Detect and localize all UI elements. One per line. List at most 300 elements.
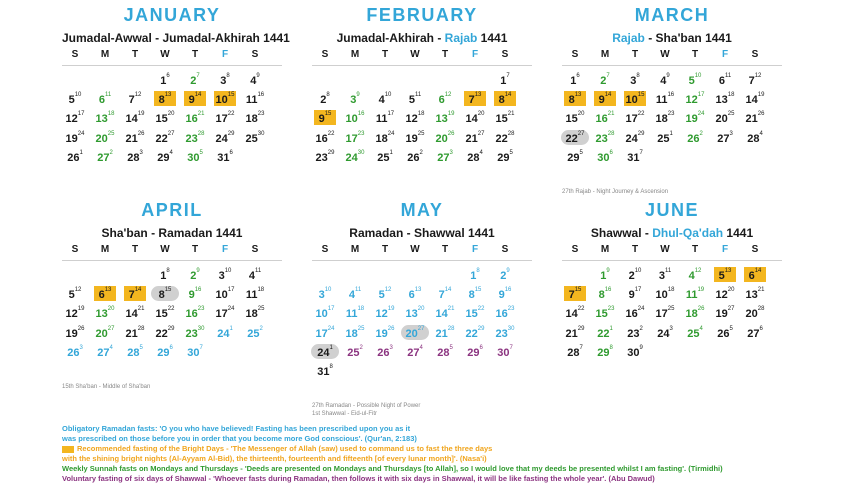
gregorian-date: 8 — [158, 289, 165, 302]
gregorian-date: 9 — [188, 289, 195, 302]
month-march — [562, 4, 782, 195]
day-cell — [494, 110, 516, 125]
hijri-date: 14 — [444, 287, 452, 294]
day-cell — [464, 130, 486, 145]
hijri-date: 23 — [197, 306, 205, 313]
hijri-date: 4 — [699, 325, 703, 332]
gregorian-date: 31 — [317, 366, 330, 378]
gregorian-date: 24 — [657, 327, 670, 340]
day-cell — [744, 91, 766, 106]
hijri-date: 15 — [574, 287, 582, 294]
hijri-date: 14 — [504, 92, 512, 99]
hijri-date: 19 — [757, 92, 765, 99]
gregorian-date: 2 — [500, 270, 507, 282]
hijri-date: 12 — [694, 268, 702, 274]
day-cell — [244, 110, 266, 125]
day-cell — [124, 149, 146, 164]
weekday-label: S — [321, 244, 329, 255]
hijri-date: 2 — [359, 344, 363, 351]
gregorian-date: 24 — [217, 327, 230, 340]
day-cell — [744, 325, 766, 340]
hijri-date: 5 — [199, 149, 203, 156]
hijri-date: 28 — [447, 325, 455, 332]
day-cell — [154, 267, 176, 282]
day-cell — [64, 344, 86, 359]
day-cell — [64, 325, 86, 340]
hijri-date: 3 — [669, 325, 673, 332]
hijri-date: 26 — [447, 130, 455, 137]
weekday-header — [562, 244, 782, 260]
weekday-label: S — [751, 244, 759, 255]
hijri-date: 7 — [199, 344, 203, 351]
weekday-label: S — [501, 49, 509, 60]
gregorian-date: 28 — [127, 346, 140, 359]
hijri-date: 14 — [134, 287, 142, 294]
legend-ramadan-line-1: Obligatory Ramadan fasts: 'O you who have believed! Fasting has been prescribed upon you as it — [62, 424, 411, 433]
weekday-label: S — [321, 49, 329, 60]
weekday-label: T — [441, 49, 449, 60]
day-cell — [124, 91, 146, 106]
hijri-date: 3 — [449, 149, 453, 156]
weekday-label: S — [251, 244, 259, 255]
hijri-date: 27 — [167, 130, 175, 137]
gregorian-date: 23 — [185, 327, 198, 340]
gregorian-date: 17 — [215, 113, 228, 126]
day-cell — [654, 286, 676, 301]
hijri-date: 22 — [167, 306, 175, 313]
hijri-date: 20 — [577, 111, 585, 118]
day-cell — [344, 305, 366, 320]
day-cell — [744, 267, 766, 282]
day-cell — [314, 305, 336, 320]
gregorian-date: 17 — [345, 132, 358, 145]
day-cell — [344, 344, 366, 359]
gregorian-date: 30 — [627, 346, 640, 359]
hijri-date: 19 — [137, 111, 145, 118]
day-cell — [561, 130, 589, 145]
month-february — [312, 4, 532, 168]
hijri-date: 23 — [607, 306, 615, 313]
hijri-date: 12 — [444, 92, 452, 99]
gregorian-date: 2 — [320, 94, 327, 107]
gregorian-date: 10 — [655, 289, 668, 302]
hijri-date: 30 — [197, 325, 205, 332]
month-title: APRIL — [141, 200, 203, 220]
hijri-date: 25 — [417, 130, 425, 137]
month-title: MAY — [400, 200, 444, 220]
gregorian-date: 3 — [350, 94, 357, 107]
day-cell — [404, 130, 426, 145]
weekday-label: S — [71, 49, 79, 60]
gregorian-date: 23 — [495, 327, 508, 340]
hijri-date: 7 — [506, 73, 510, 79]
day-cell — [684, 305, 706, 320]
day-cell — [744, 286, 766, 301]
gregorian-date: 3 — [318, 289, 325, 302]
hijri-date: 8 — [226, 73, 230, 79]
hijri-date: 9 — [256, 73, 260, 79]
day-cell — [154, 305, 176, 320]
day-cell — [684, 267, 706, 282]
gregorian-date: 10 — [315, 308, 328, 321]
hijri-date: 11 — [354, 287, 362, 294]
hijri-date: 8 — [476, 268, 480, 274]
day-cell — [594, 72, 616, 87]
day-cell — [494, 344, 516, 359]
gregorian-date: 6 — [98, 94, 105, 107]
day-cell — [124, 110, 146, 125]
legend — [62, 424, 723, 484]
hijri-date: 28 — [507, 130, 515, 137]
gregorian-date: 8 — [158, 94, 165, 107]
gregorian-date: 21 — [745, 113, 758, 126]
day-cell — [404, 344, 426, 359]
weekday-header — [62, 49, 282, 65]
weekday-label: F — [221, 49, 229, 60]
gregorian-date: 12 — [715, 289, 728, 302]
gregorian-date: 19 — [375, 327, 388, 340]
day-cell — [404, 110, 426, 125]
day-cell — [594, 91, 616, 106]
day-cell — [464, 344, 486, 359]
weekday-label: W — [160, 244, 170, 255]
gregorian-date: 3 — [658, 270, 665, 282]
weekday-label: T — [131, 49, 139, 60]
day-cell — [124, 344, 146, 359]
day-cell — [684, 91, 706, 106]
weekday-label: S — [71, 244, 79, 255]
hijri-segment: Jumadal-Akhirah - — [336, 31, 445, 45]
hijri-date: 6 — [479, 344, 483, 351]
legend-weekly-fasts: Weekly Sunnah fasts on Mondays and Thursdays - 'Deeds are presented on Mondays and Thursdays [to Allah], so I would love that my deeds be presented whilst I am fasting'. (Tirmidhi) — [62, 464, 723, 473]
day-cell — [594, 305, 616, 320]
weekday-label: S — [501, 244, 509, 255]
gregorian-date: 4 — [660, 75, 667, 87]
day-cell — [654, 130, 676, 145]
hijri-date: 23 — [357, 130, 365, 137]
gregorian-date: 16 — [495, 308, 508, 321]
hijri-date: 1 — [329, 344, 333, 351]
hijri-date: 15 — [324, 111, 332, 118]
hijri-date: 17 — [77, 111, 85, 118]
gregorian-date: 15 — [155, 113, 168, 126]
day-cell — [684, 110, 706, 125]
hijri-date: 6 — [609, 149, 613, 156]
gregorian-date: 27 — [407, 346, 420, 359]
day-cell — [314, 149, 336, 164]
day-cell — [744, 305, 766, 320]
hijri-date: 23 — [507, 306, 515, 313]
weekday-label: F — [471, 49, 479, 60]
gregorian-date: 21 — [565, 327, 578, 340]
day-cell — [434, 344, 456, 359]
gregorian-date: 28 — [747, 132, 760, 145]
hijri-date: 17 — [227, 287, 235, 294]
day-cell — [154, 149, 176, 164]
gregorian-date: 28 — [127, 151, 140, 164]
gregorian-date: 1 — [500, 75, 507, 87]
day-cell — [94, 130, 116, 145]
day-grid — [562, 260, 782, 363]
gregorian-date: 22 — [155, 327, 168, 340]
month-title: FEBRUARY — [366, 5, 478, 25]
day-cell — [494, 72, 516, 87]
hijri-date: 9 — [356, 92, 360, 99]
hijri-date: 25 — [727, 111, 735, 118]
day-cell — [464, 149, 486, 164]
hijri-date: 29 — [637, 130, 645, 137]
day-cell — [124, 286, 146, 301]
weekday-label: W — [660, 49, 670, 60]
gregorian-date: 26 — [377, 346, 390, 359]
gregorian-date: 21 — [125, 327, 138, 340]
day-cell — [654, 267, 676, 282]
weekday-label: T — [191, 49, 199, 60]
gregorian-date: 11 — [655, 94, 668, 107]
gregorian-date: 19 — [65, 132, 78, 145]
gregorian-date: 9 — [598, 94, 605, 107]
gregorian-date: 13 — [95, 113, 108, 126]
gregorian-date: 19 — [405, 132, 418, 145]
gregorian-date: 15 — [595, 308, 608, 321]
hijri-date: 19 — [387, 306, 395, 313]
gregorian-date: 22 — [155, 132, 168, 145]
gregorian-date: 17 — [315, 327, 328, 340]
gregorian-date: 18 — [245, 308, 258, 321]
weekday-label: F — [721, 244, 729, 255]
day-cell — [184, 267, 206, 282]
day-cell — [744, 130, 766, 145]
day-cell — [374, 286, 396, 301]
day-cell — [624, 130, 646, 145]
weekday-label: M — [100, 244, 110, 255]
day-cell — [714, 110, 736, 125]
hijri-months — [312, 224, 532, 242]
hijri-date: 2 — [109, 149, 113, 156]
hijri-date: 1 — [79, 149, 83, 156]
gregorian-date: 8 — [498, 94, 505, 107]
weekday-label: M — [350, 244, 360, 255]
gregorian-date: 18 — [375, 132, 388, 145]
weekday-label: M — [100, 49, 110, 60]
hijri-date: 20 — [477, 111, 485, 118]
hijri-segment: Ramadan - Shawwal 1441 — [349, 226, 495, 240]
bright-days-swatch — [62, 446, 74, 453]
hijri-date: 29 — [577, 325, 585, 332]
gregorian-date: 6 — [438, 94, 445, 107]
hijri-date: 8 — [326, 92, 330, 99]
day-cell — [154, 344, 176, 359]
gregorian-date: 1 — [160, 75, 167, 87]
gregorian-date: 17 — [655, 308, 668, 321]
legend-shawwal-fasts: Voluntary fasting of six days of Shawwal - 'Whoever fasts during Ramadan, then follows it with six days in Shawwal, it will be like fasting the whole year'. (Abu Dawud) — [62, 474, 655, 483]
hijri-date: 17 — [697, 92, 705, 99]
gregorian-date: 9 — [628, 289, 635, 302]
gregorian-date: 2 — [600, 75, 607, 87]
hijri-date: 9 — [666, 73, 670, 79]
hijri-date: 4 — [169, 149, 173, 156]
gregorian-date: 26 — [67, 346, 80, 359]
gregorian-date: 4 — [250, 75, 257, 87]
hijri-date: 13 — [164, 92, 172, 99]
day-cell — [714, 91, 736, 106]
hijri-date: 16 — [257, 92, 265, 99]
day-cell — [624, 305, 646, 320]
day-cell — [464, 110, 486, 125]
hijri-date: 28 — [137, 325, 145, 332]
gregorian-date: 3 — [218, 270, 225, 282]
hijri-date: 6 — [169, 344, 173, 351]
gregorian-date: 21 — [125, 132, 138, 145]
hijri-date: 21 — [757, 287, 765, 294]
weekday-label: T — [381, 49, 389, 60]
day-cell — [244, 130, 266, 145]
gregorian-date: 23 — [627, 327, 640, 340]
day-cell — [624, 286, 646, 301]
day-cell — [594, 149, 616, 164]
day-cell — [94, 286, 116, 301]
legend-bright-days-line-1: Recommended fasting of the Bright Days - 'The Messenger of Allah (saw) used to command us to fast the three days — [62, 444, 723, 454]
day-cell — [344, 110, 366, 125]
gregorian-date: 5 — [68, 94, 75, 107]
day-grid — [562, 65, 782, 168]
hijri-date: 2 — [699, 130, 703, 137]
hijri-date: 4 — [419, 344, 423, 351]
day-cell — [494, 130, 516, 145]
hijri-date: 26 — [77, 325, 85, 332]
gregorian-date: 14 — [435, 308, 448, 321]
gregorian-date: 22 — [565, 132, 578, 145]
gregorian-date: 9 — [498, 289, 505, 302]
gregorian-date: 5 — [718, 270, 725, 282]
day-cell — [594, 267, 616, 282]
gregorian-date: 26 — [717, 327, 730, 340]
day-cell — [714, 267, 736, 282]
hijri-date: 11 — [664, 268, 672, 274]
gregorian-date: 12 — [65, 113, 78, 126]
gregorian-date: 14 — [125, 308, 138, 321]
day-cell — [564, 286, 586, 301]
day-cell — [434, 110, 456, 125]
day-cell — [94, 305, 116, 320]
hijri-date: 20 — [417, 306, 425, 313]
day-cell — [314, 286, 336, 301]
gregorian-date: 2 — [190, 75, 197, 87]
gregorian-date: 13 — [95, 308, 108, 321]
month-may — [312, 199, 532, 418]
hijri-date: 5 — [139, 344, 143, 351]
day-grid — [62, 260, 282, 363]
hijri-date: 30 — [357, 149, 365, 156]
hijri-date: 28 — [757, 306, 765, 313]
gregorian-date: 18 — [345, 327, 358, 340]
gregorian-date: 14 — [125, 113, 138, 126]
day-cell — [374, 110, 396, 125]
gregorian-date: 30 — [187, 151, 200, 164]
day-cell — [214, 325, 236, 340]
gregorian-date: 27 — [97, 346, 110, 359]
hijri-date: 25 — [357, 325, 365, 332]
gregorian-date: 8 — [468, 289, 475, 302]
hijri-date: 28 — [607, 130, 615, 137]
gregorian-date: 29 — [497, 151, 510, 164]
day-cell — [714, 286, 736, 301]
hijri-date: 7 — [509, 344, 513, 351]
weekday-label: S — [571, 244, 579, 255]
hijri-date: 21 — [447, 306, 455, 313]
hijri-date: 29 — [227, 130, 235, 137]
day-cell — [434, 91, 456, 106]
hijri-date: 30 — [257, 130, 265, 137]
gregorian-date: 27 — [437, 151, 450, 164]
hijri-date: 27 — [727, 306, 735, 313]
gregorian-date: 2 — [628, 270, 635, 282]
hijri-date: 19 — [697, 287, 705, 294]
gregorian-date: 11 — [685, 289, 698, 302]
gregorian-date: 29 — [157, 346, 170, 359]
hijri-date: 25 — [667, 306, 675, 313]
day-cell — [344, 325, 366, 340]
hijri-date: 5 — [579, 149, 583, 156]
gregorian-date: 11 — [245, 289, 258, 302]
day-cell — [244, 286, 266, 301]
day-cell — [564, 91, 586, 106]
day-cell — [624, 344, 646, 359]
gregorian-date: 7 — [438, 289, 445, 302]
gregorian-date: 19 — [685, 113, 698, 126]
weekday-header — [62, 244, 282, 260]
gregorian-date: 13 — [405, 308, 418, 321]
day-cell — [564, 305, 586, 320]
gregorian-date: 16 — [185, 308, 198, 321]
hijri-date: 10 — [694, 73, 702, 79]
gregorian-date: 15 — [495, 113, 508, 126]
hijri-date: 15 — [227, 92, 235, 99]
gregorian-date: 20 — [95, 327, 108, 340]
gregorian-date: 16 — [315, 132, 328, 145]
hijri-date: 11 — [254, 268, 262, 274]
hijri-date: 3 — [139, 149, 143, 156]
gregorian-date: 30 — [187, 346, 200, 359]
hijri-date: 4 — [759, 130, 763, 137]
gregorian-date: 21 — [465, 132, 478, 145]
hijri-date: 7 — [579, 344, 583, 351]
day-cell — [124, 305, 146, 320]
gregorian-date: 23 — [315, 151, 328, 164]
weekday-header — [312, 244, 532, 260]
hijri-date: 4 — [109, 344, 113, 351]
gregorian-date: 25 — [687, 327, 700, 340]
day-cell — [94, 110, 116, 125]
day-cell — [314, 110, 336, 125]
gregorian-date: 8 — [568, 94, 575, 107]
day-cell — [464, 305, 486, 320]
gregorian-date: 10 — [625, 94, 638, 107]
day-cell — [744, 72, 766, 87]
weekday-label: T — [441, 244, 449, 255]
hijri-date: 2 — [419, 149, 423, 156]
weekday-header — [562, 49, 782, 65]
day-cell — [314, 91, 336, 106]
day-cell — [494, 149, 516, 164]
gregorian-date: 25 — [247, 327, 260, 340]
day-cell — [684, 325, 706, 340]
day-cell — [494, 286, 516, 301]
hijri-date: 22 — [227, 111, 235, 118]
hijri-date: 24 — [227, 306, 235, 313]
gregorian-date: 29 — [567, 151, 580, 164]
hijri-date: 29 — [167, 325, 175, 332]
